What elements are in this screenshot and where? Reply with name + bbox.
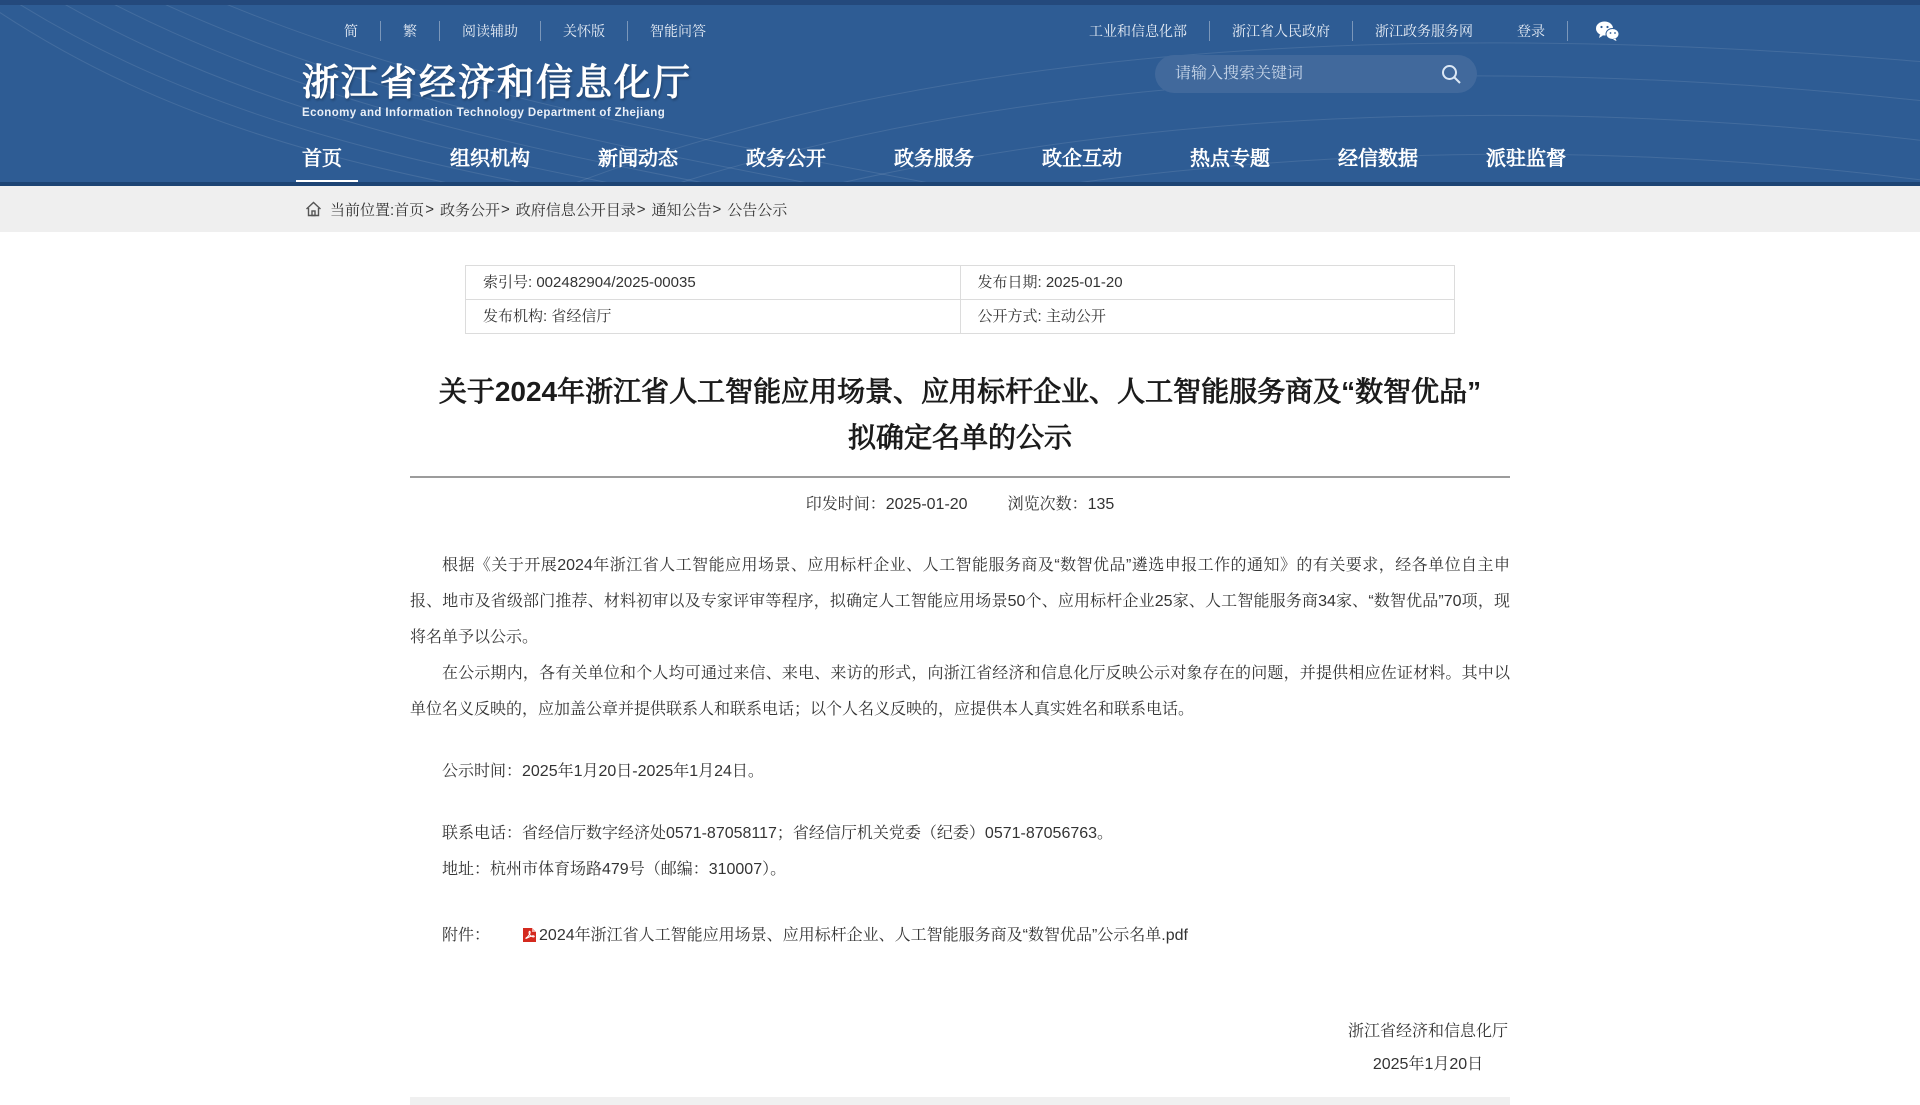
topbar-left-links — [322, 21, 728, 41]
brand-bar — [0, 45, 1920, 137]
meta-cell-index-number — [466, 266, 961, 300]
breadcrumb-link-info-directory[interactable]: 政府信息公开目录 — [515, 201, 636, 219]
nav-item-interaction[interactable]: 政企互动 — [1042, 148, 1122, 170]
breadcrumb-prefix: 当前位置: — [330, 201, 395, 219]
footer-strip — [410, 1097, 1510, 1105]
breadcrumb: 当前位置: 首页 > 政务公开 > 政府信息公开目录 > 通知公告 > 公告公示 — [0, 186, 1920, 232]
print-date: 2025-01-20 — [885, 496, 968, 513]
site-header — [0, 0, 1920, 186]
topbar-link-reading-aid[interactable]: 阅读辅助 — [440, 21, 541, 41]
attachment-label: 附件： — [442, 927, 491, 944]
article-title-line2: 拟确定名单的公示 — [847, 422, 1072, 453]
attachment-link[interactable]: 2024年浙江省人工智能应用场景、应用标杆企业、人工智能服务商及“数智优品”公示名单.pdf — [539, 927, 1188, 944]
meta-table — [465, 265, 1455, 334]
topbar-link-care-version[interactable]: 关怀版 — [541, 21, 628, 41]
article-title-line1: 关于2024年浙江省人工智能应用场景、应用标杆企业、人工智能服务商及“数智优品” — [438, 376, 1482, 407]
breadcrumb-link-gov-disclosure[interactable]: 政务公开 — [439, 201, 500, 219]
article-title — [410, 369, 1510, 478]
meta-label: 公开方式: — [977, 308, 1042, 325]
nav-item-hot-topics[interactable]: 热点专题 — [1190, 148, 1270, 170]
signature-date: 2025年1月20日 — [1372, 1056, 1484, 1073]
signature-inner — [1348, 1015, 1508, 1081]
nav-item-home[interactable]: 首页 — [302, 137, 450, 186]
home-icon — [305, 201, 322, 217]
nav-item-supervision[interactable]: 派驻监督 — [1486, 148, 1566, 170]
article-paragraph-notice-period: 公示时间：2025年1月20日-2025年1月24日。 — [442, 763, 764, 780]
meta-value: 主动公开 — [1045, 308, 1106, 325]
meta-table-row — [466, 266, 1455, 300]
search-input[interactable] — [1175, 65, 1439, 83]
nav-item-eit-data[interactable]: 经信数据 — [1338, 148, 1418, 170]
main-nav — [0, 137, 1920, 186]
breadcrumb-link-home[interactable]: 首页 — [394, 201, 425, 219]
signature-name: 浙江省经济和信息化厅 — [1347, 1023, 1508, 1040]
article-body — [410, 548, 1510, 1081]
pdf-icon — [490, 921, 537, 957]
meta-value: 省经信厅 — [551, 308, 612, 325]
article-paragraph-address: 地址：杭州市体育场路479号（邮编：310007）。 — [442, 861, 787, 878]
meta-cell-publish-date — [960, 266, 1455, 300]
topbar-link-smart-qa[interactable]: 智能问答 — [650, 23, 706, 39]
meta-label: 索引号: — [483, 274, 533, 291]
article-container — [410, 265, 1510, 1081]
breadcrumb-link-announcements[interactable]: 公告公示 — [727, 201, 788, 219]
attachment-row — [410, 918, 1510, 957]
signature-block — [410, 1015, 1510, 1081]
topbar — [0, 5, 1920, 45]
breadcrumb-link-notices[interactable]: 通知公告 — [651, 201, 712, 219]
topbar-link-login[interactable]: 登录 — [1495, 21, 1568, 41]
article-paragraph-basis: 根据《关于开展2024年浙江省人工智能应用场景、应用标杆企业、人工智能服务商及“数智优品”遴选申报工作的通知》的有关要求，经各单位自主申报、地市及省级部门推荐、材料初审以及专家评审等程序，拟确定人工智能应用场景50个、应用标杆企业25家、人工智能服务商34家、“数智优品”70项，现将名单予以公示。 — [410, 557, 1510, 646]
topbar-link-miit[interactable]: 工业和信息化部 — [1067, 21, 1210, 41]
meta-cell-disclosure-method — [960, 300, 1455, 334]
site-name-en: Economy and Information Technology Department of Zhejiang — [302, 107, 666, 119]
nav-item-organization[interactable]: 组织机构 — [450, 148, 530, 170]
topbar-link-simplified[interactable]: 简 — [322, 21, 381, 41]
meta-cell-publisher — [466, 300, 961, 334]
meta-value: 002482904/2025-00035 — [536, 274, 696, 291]
meta-table-row — [466, 300, 1455, 334]
views-count: 135 — [1087, 496, 1115, 513]
topbar-link-zhejiang-service[interactable]: 浙江政务服务网 — [1375, 23, 1473, 39]
article-meta — [410, 491, 1510, 514]
nav-item-news[interactable]: 新闻动态 — [598, 148, 678, 170]
search-box — [1155, 55, 1477, 93]
wechat-icon[interactable] — [1594, 20, 1620, 42]
site-logo[interactable] — [302, 63, 692, 119]
article-paragraph-contact: 联系电话：省经信厅数字经济处0571-87058117；省经信厅机关党委（纪委）0571-87056763。 — [442, 825, 1114, 842]
topbar-link-zhejiang-gov[interactable]: 浙江省人民政府 — [1210, 21, 1353, 41]
site-name: 浙江省经济和信息化厅 — [302, 62, 692, 103]
print-date-label: 印发时间： — [805, 496, 886, 513]
views-label: 浏览次数： — [1007, 496, 1088, 513]
topbar-right-links — [1067, 20, 1620, 42]
meta-label: 发布机构: — [483, 308, 548, 325]
nav-item-gov-service[interactable]: 政务服务 — [894, 148, 974, 170]
article-paragraph-feedback: 在公示期内，各有关单位和个人均可通过来信、来电、来访的形式，向浙江省经济和信息化厅反映公示对象存在的问题，并提供相应佐证材料。其中以单位名义反映的，应加盖公章并提供联系人和联系电话；以个人名义反映的，应提供本人真实姓名和联系电话。 — [410, 665, 1510, 718]
meta-label: 发布日期: — [977, 274, 1042, 291]
meta-value: 2025-01-20 — [1045, 274, 1123, 291]
topbar-link-traditional[interactable]: 繁 — [381, 21, 440, 41]
search-icon[interactable] — [1439, 62, 1463, 86]
nav-item-gov-disclosure[interactable]: 政务公开 — [746, 148, 826, 170]
